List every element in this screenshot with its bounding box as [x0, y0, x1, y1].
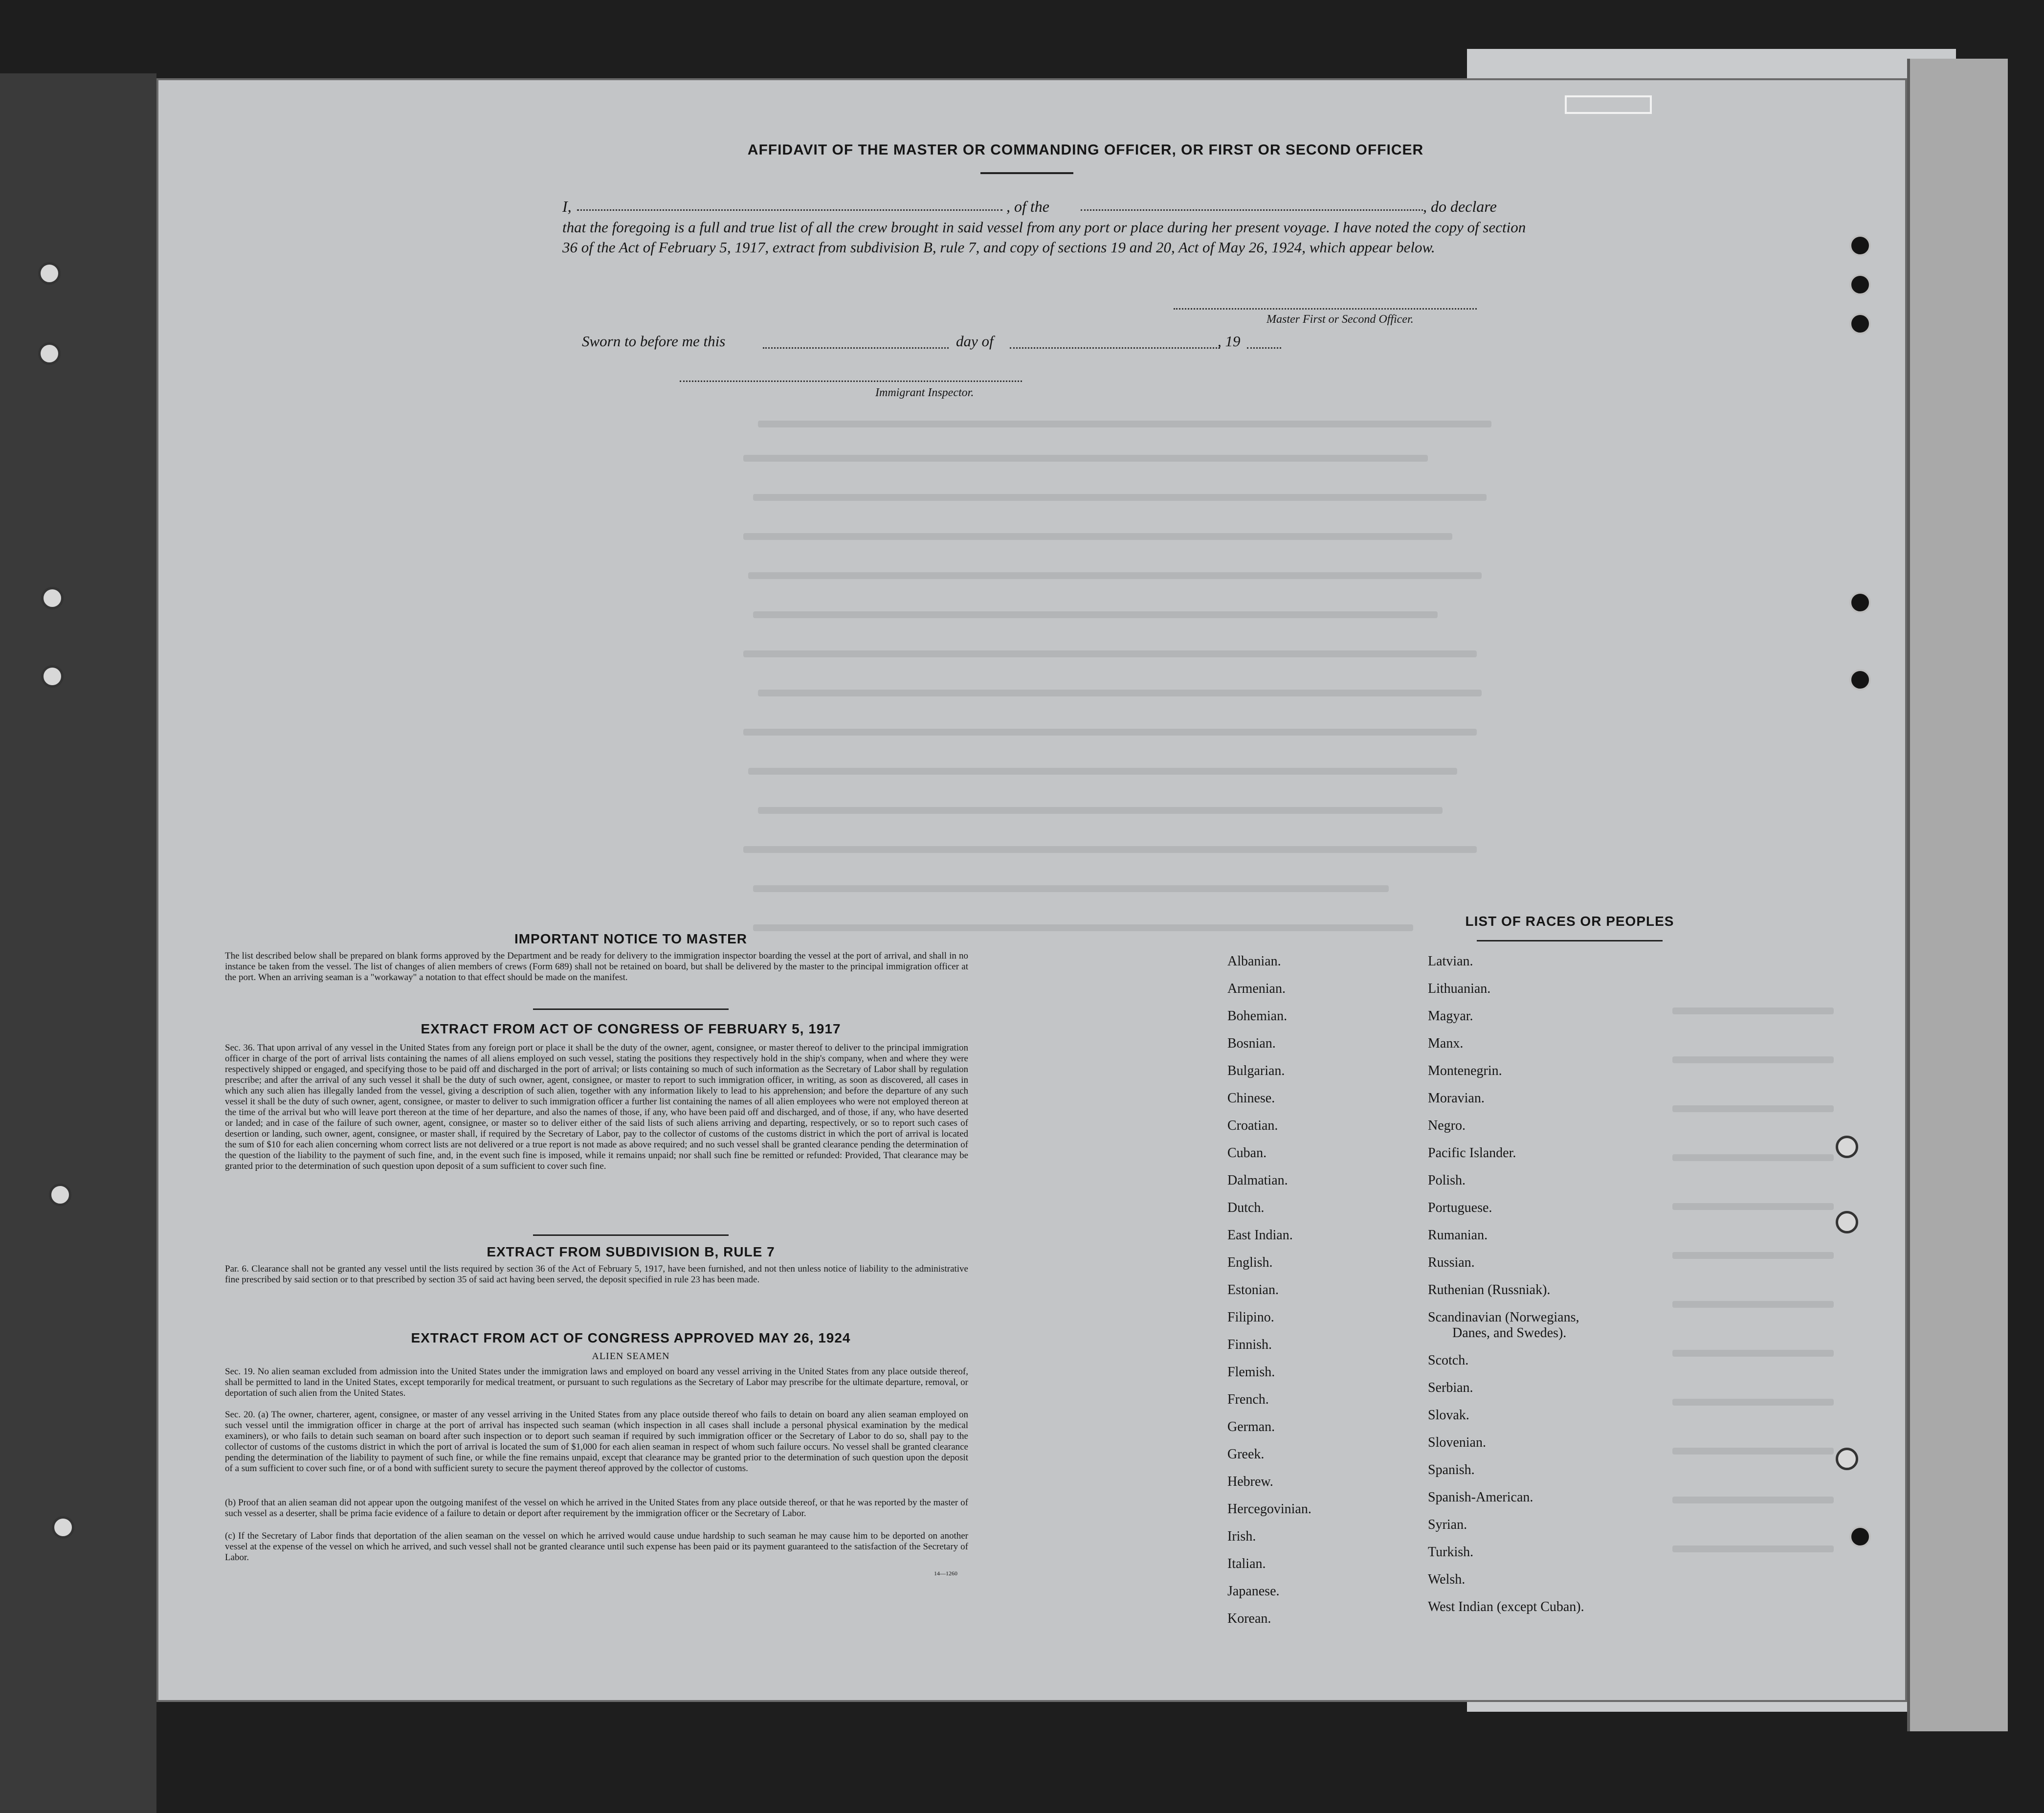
binder-hole: [1836, 1136, 1858, 1158]
race-item: Filipino.: [1227, 1310, 1274, 1325]
binder-hole: [52, 1516, 74, 1539]
race-item: Russian.: [1428, 1255, 1475, 1270]
race-item: Serbian.: [1428, 1380, 1473, 1395]
race-item: Welsh.: [1428, 1572, 1466, 1587]
race-item: Scotch.: [1428, 1353, 1469, 1368]
race-item: Spanish-American.: [1428, 1490, 1533, 1505]
race-item: Montenegrin.: [1428, 1063, 1502, 1078]
affidavit-declare: , do declare: [1423, 198, 1497, 215]
extract-1924-sec19: Sec. 19. No alien seaman excluded from admission into the United States under the immigration laws and employed on board any vessel arriving in the United States from any place outside thereof, shall be permitted to land in the United States, except temporarily for medical treatment, or pursuant to such regulations as the Secretary of Labor may prescribe for the ultimate departure, removal, or deportation of such alien from the United States.: [225, 1366, 968, 1398]
subdivision-body: Par. 6. Clearance shall not be granted any vessel until the lists required by section 36 of the Act of February 5, 1917, have been furnished, and not then unless notice of liability to the administrative fine prescribed by said section or to that prescribed by section 35 of said act having been served, the deposit specified in rule 23 has been made.: [225, 1264, 968, 1285]
binder-hole: [38, 262, 61, 285]
divider: [533, 1008, 729, 1010]
race-item: Armenian.: [1227, 981, 1286, 996]
day-of-text: day of: [956, 333, 994, 350]
vessel-blank: [1081, 209, 1423, 211]
race-item: Hebrew.: [1227, 1474, 1273, 1489]
binder-hole: [41, 587, 64, 609]
race-item: Italian.: [1227, 1556, 1266, 1571]
name-blank: [577, 209, 1002, 211]
race-item: German.: [1227, 1419, 1275, 1434]
binder-hole: [1849, 1526, 1871, 1547]
affidavit-title: AFFIDAVIT OF THE MASTER OR COMMANDING OFFICER, OR FIRST OR SECOND OFFICER: [747, 142, 1424, 158]
race-item: Greek.: [1227, 1447, 1265, 1462]
race-item: Polish.: [1428, 1173, 1466, 1188]
year-blank: [1247, 347, 1281, 349]
master-signature-blank: [1174, 308, 1477, 310]
race-item: West Indian (except Cuban).: [1428, 1599, 1584, 1614]
race-item: Scandinavian (Norwegians,: [1428, 1310, 1579, 1325]
race-item: Bulgarian.: [1227, 1063, 1285, 1078]
race-item: Slovak.: [1428, 1408, 1469, 1423]
race-item: English.: [1227, 1255, 1273, 1270]
inspector-signature-blank: [680, 381, 1022, 382]
extract-1924-sec20a: Sec. 20. (a) The owner, charterer, agent, consignee, or master of any vessel arriving in the United States from any place outside thereof who fails to detain on board any alien seaman employed on such vessel until the immigration officer in charge at the port of arrival has inspected such seaman (which inspection in all cases shall include a personal physical examination by the medical examiners), or who fails to detain such seaman on board after such inspection or to deport such seaman if required by such immigration officer or the Secretary of Labor to do so, shall pay to the collector of customs of the customs district in which the port of arrival is located the sum of $1,000 for each alien seaman in respect of whom such failure occurs. No vessel shall be granted clearance pending the determination of the liability to payment of such fine, or while the fine remains unpaid, except that clearance may be granted prior to the determination of such question upon the deposit of a sum sufficient to cover such fine, or of a bond with sufficient surety to secure the payment thereof approved by the collector of customs.: [225, 1410, 968, 1474]
race-item: Turkish.: [1428, 1544, 1474, 1560]
race-item: Finnish.: [1227, 1337, 1272, 1352]
race-item: French.: [1227, 1392, 1269, 1407]
race-item: East Indian.: [1227, 1228, 1293, 1243]
extract-1917-title: EXTRACT FROM ACT OF CONGRESS OF FEBRUARY 5, 1917: [421, 1021, 841, 1036]
extract-1924-sec20b: (b) Proof that an alien seaman did not appear upon the outgoing manifest of the vessel on which he arrived in the United States from any place outside thereof, or that he was reported by the master of such vessel as a deserter, shall be prima facie evidence of a failure to detain or deport after requirement by the immigration officer or the Secretary of Labor.: [225, 1498, 968, 1519]
race-item: Moravian.: [1428, 1091, 1485, 1106]
binder-hole: [1836, 1211, 1858, 1233]
race-item: Cuban.: [1227, 1145, 1267, 1161]
race-item: Chinese.: [1227, 1091, 1275, 1106]
race-item: Rumanian.: [1428, 1228, 1488, 1243]
race-item: Lithuanian.: [1428, 981, 1491, 996]
race-item: Irish.: [1227, 1529, 1256, 1544]
year-text: , 19: [1218, 333, 1241, 350]
binder-hole: [41, 665, 64, 688]
extract-1924-subtitle: ALIEN SEAMEN: [592, 1351, 670, 1362]
form-number: 14—1260: [934, 1570, 957, 1577]
binder-hole: [49, 1184, 71, 1206]
subdivision-title: EXTRACT FROM SUBDIVISION B, RULE 7: [487, 1244, 775, 1259]
binder-hole: [1849, 274, 1871, 295]
race-item: Hercegovinian.: [1227, 1501, 1311, 1517]
binder-hole: [1849, 313, 1871, 335]
binder-hole: [1836, 1448, 1858, 1470]
divider: [1477, 940, 1663, 941]
master-signature-label: Master First or Second Officer.: [1266, 313, 1414, 326]
race-item: Pacific Islander.: [1428, 1145, 1516, 1161]
binder-frame-left: [0, 73, 156, 1813]
race-item: Croatian.: [1227, 1118, 1278, 1133]
race-item: Albanian.: [1227, 954, 1281, 969]
sworn-text: Sworn to before me this: [582, 333, 726, 350]
race-item: Syrian.: [1428, 1517, 1467, 1532]
races-title: LIST OF RACES OR PEOPLES: [1465, 914, 1674, 929]
race-item: Korean.: [1227, 1611, 1271, 1626]
divider: [980, 172, 1073, 174]
affidavit-body: that the foregoing is a full and true list of all the crew brought in said vessel from any port or place during her present voyage. I have noted the copy of section 36 of the Act of February 5, 1917, extract from subdivision B, rule 7, and copy of sections 19 and 20, Act of May 26, 1924, which appear below.: [562, 219, 1526, 256]
binder-hole: [1849, 669, 1871, 691]
race-item: Estonian.: [1227, 1282, 1279, 1298]
race-item: Japanese.: [1227, 1584, 1280, 1599]
affidavit-of-the: , of the: [1006, 198, 1049, 215]
binder-hole: [1849, 235, 1871, 256]
sworn-day-blank: [763, 347, 949, 349]
race-item: Manx.: [1428, 1036, 1464, 1051]
race-item: Ruthenian (Russniak).: [1428, 1282, 1551, 1298]
inspector-label: Immigrant Inspector.: [875, 386, 974, 399]
race-item: Spanish.: [1428, 1462, 1475, 1477]
race-item: Slovenian.: [1428, 1435, 1486, 1450]
race-item: Danes, and Swedes).: [1452, 1325, 1567, 1341]
notice-title: IMPORTANT NOTICE TO MASTER: [514, 931, 748, 946]
race-item: Portuguese.: [1428, 1200, 1492, 1215]
affidavit-i: I,: [562, 198, 572, 215]
race-item: Dutch.: [1227, 1200, 1265, 1215]
race-item: Latvian.: [1428, 954, 1473, 969]
race-item: Dalmatian.: [1227, 1173, 1288, 1188]
notice-body: The list described below shall be prepared on blank forms approved by the Department and be ready for delivery to the immigration inspector boarding the vessel at the port of arrival, and shall in no instance be taken from the vessel. The list of changes of alien members of crews (Form 689) shall not be retained on board, but shall be delivered by the master to the principal immigration officer at the port. When an arriving seaman is a "workaway" a notation to that effect should be made on the manifest.: [225, 951, 968, 983]
binder-hole: [38, 342, 61, 365]
binder-hole: [1849, 592, 1871, 613]
extract-1924-sec20c: (c) If the Secretary of Labor finds that deportation of the alien seaman on the vessel on which he arrived would cause undue hardship to such seaman he may cause him to be deported on another vessel at the expense of the vessel on which he arrived, and such vessel shall not be granted clearance until such expense has been paid or its payment guaranteed to the satisfaction of the Secretary of Labor.: [225, 1531, 968, 1563]
divider: [533, 1234, 729, 1236]
race-item: Magyar.: [1428, 1008, 1473, 1024]
race-item: Flemish.: [1227, 1365, 1275, 1380]
sworn-month-blank: [1010, 347, 1220, 349]
extract-1917-body: Sec. 36. That upon arrival of any vessel in the United States from any foreign port or place it shall be the duty of the owner, agent, consignee, or master thereof to deliver to the principal immigration officer in charge of the port of arrival lists containing the names of all aliens employed on such vessel, stating the positions they respectively hold in the ship's company, when and where they were respectively shipped or engaged, and specifying those to be paid off and discharged in the port of arrival; or lists containing so much of such information as the Secretary of Labor shall by regulation prescribe; and after the arrival of any such vessel it shall be the duty of such owner, agent, consignee, or master to report to such immigration officer, in writing, as soon as discovered, all cases in which any such alien has illegally landed from the vessel, giving a description of such alien, together with any information likely to lead to his apprehension; and before the departure of any such vessel it shall be the duty of such owner, agent, consignee, or master to deliver to such immigration officer a further list containing the names of all alien employees who were not employed thereon at the time of the arrival but who will leave port thereon at the time of her departure, and also the names of those, if any, who have been paid off and discharged, and of those, if any, who have deserted or landed; and in case of the failure of such owner, agent, consignee, or master so to deliver either of the said lists of such aliens arriving and departing, respectively, or so to report such cases of desertion or landing, such owner, agent, consignee, or master shall, if required by the Secretary of Labor, pay to the collector of customs of the customs district in which the port of arrival is located the sum of $10 for each alien concerning whom correct lists are not delivered or a true report is not made as above required; and no such vessel shall be granted clearance pending the determination of the question of the liability to the payment of such fine, and, in the event such fine is imposed, while it remains unpaid; nor shall such fine be remitted or refunded: Provided, That clearance may be granted prior to the determination of such question upon deposit of a sum sufficient to cover such fine.: [225, 1043, 968, 1171]
stamp-mark: [1565, 95, 1652, 114]
race-item: Bohemian.: [1227, 1008, 1288, 1024]
binder-frame-right: [1907, 59, 2008, 1731]
race-item: Bosnian.: [1227, 1036, 1276, 1051]
manifest-page: [156, 78, 1907, 1702]
extract-1924-title: EXTRACT FROM ACT OF CONGRESS APPROVED MAY 26, 1924: [411, 1330, 851, 1345]
race-item: Negro.: [1428, 1118, 1466, 1133]
